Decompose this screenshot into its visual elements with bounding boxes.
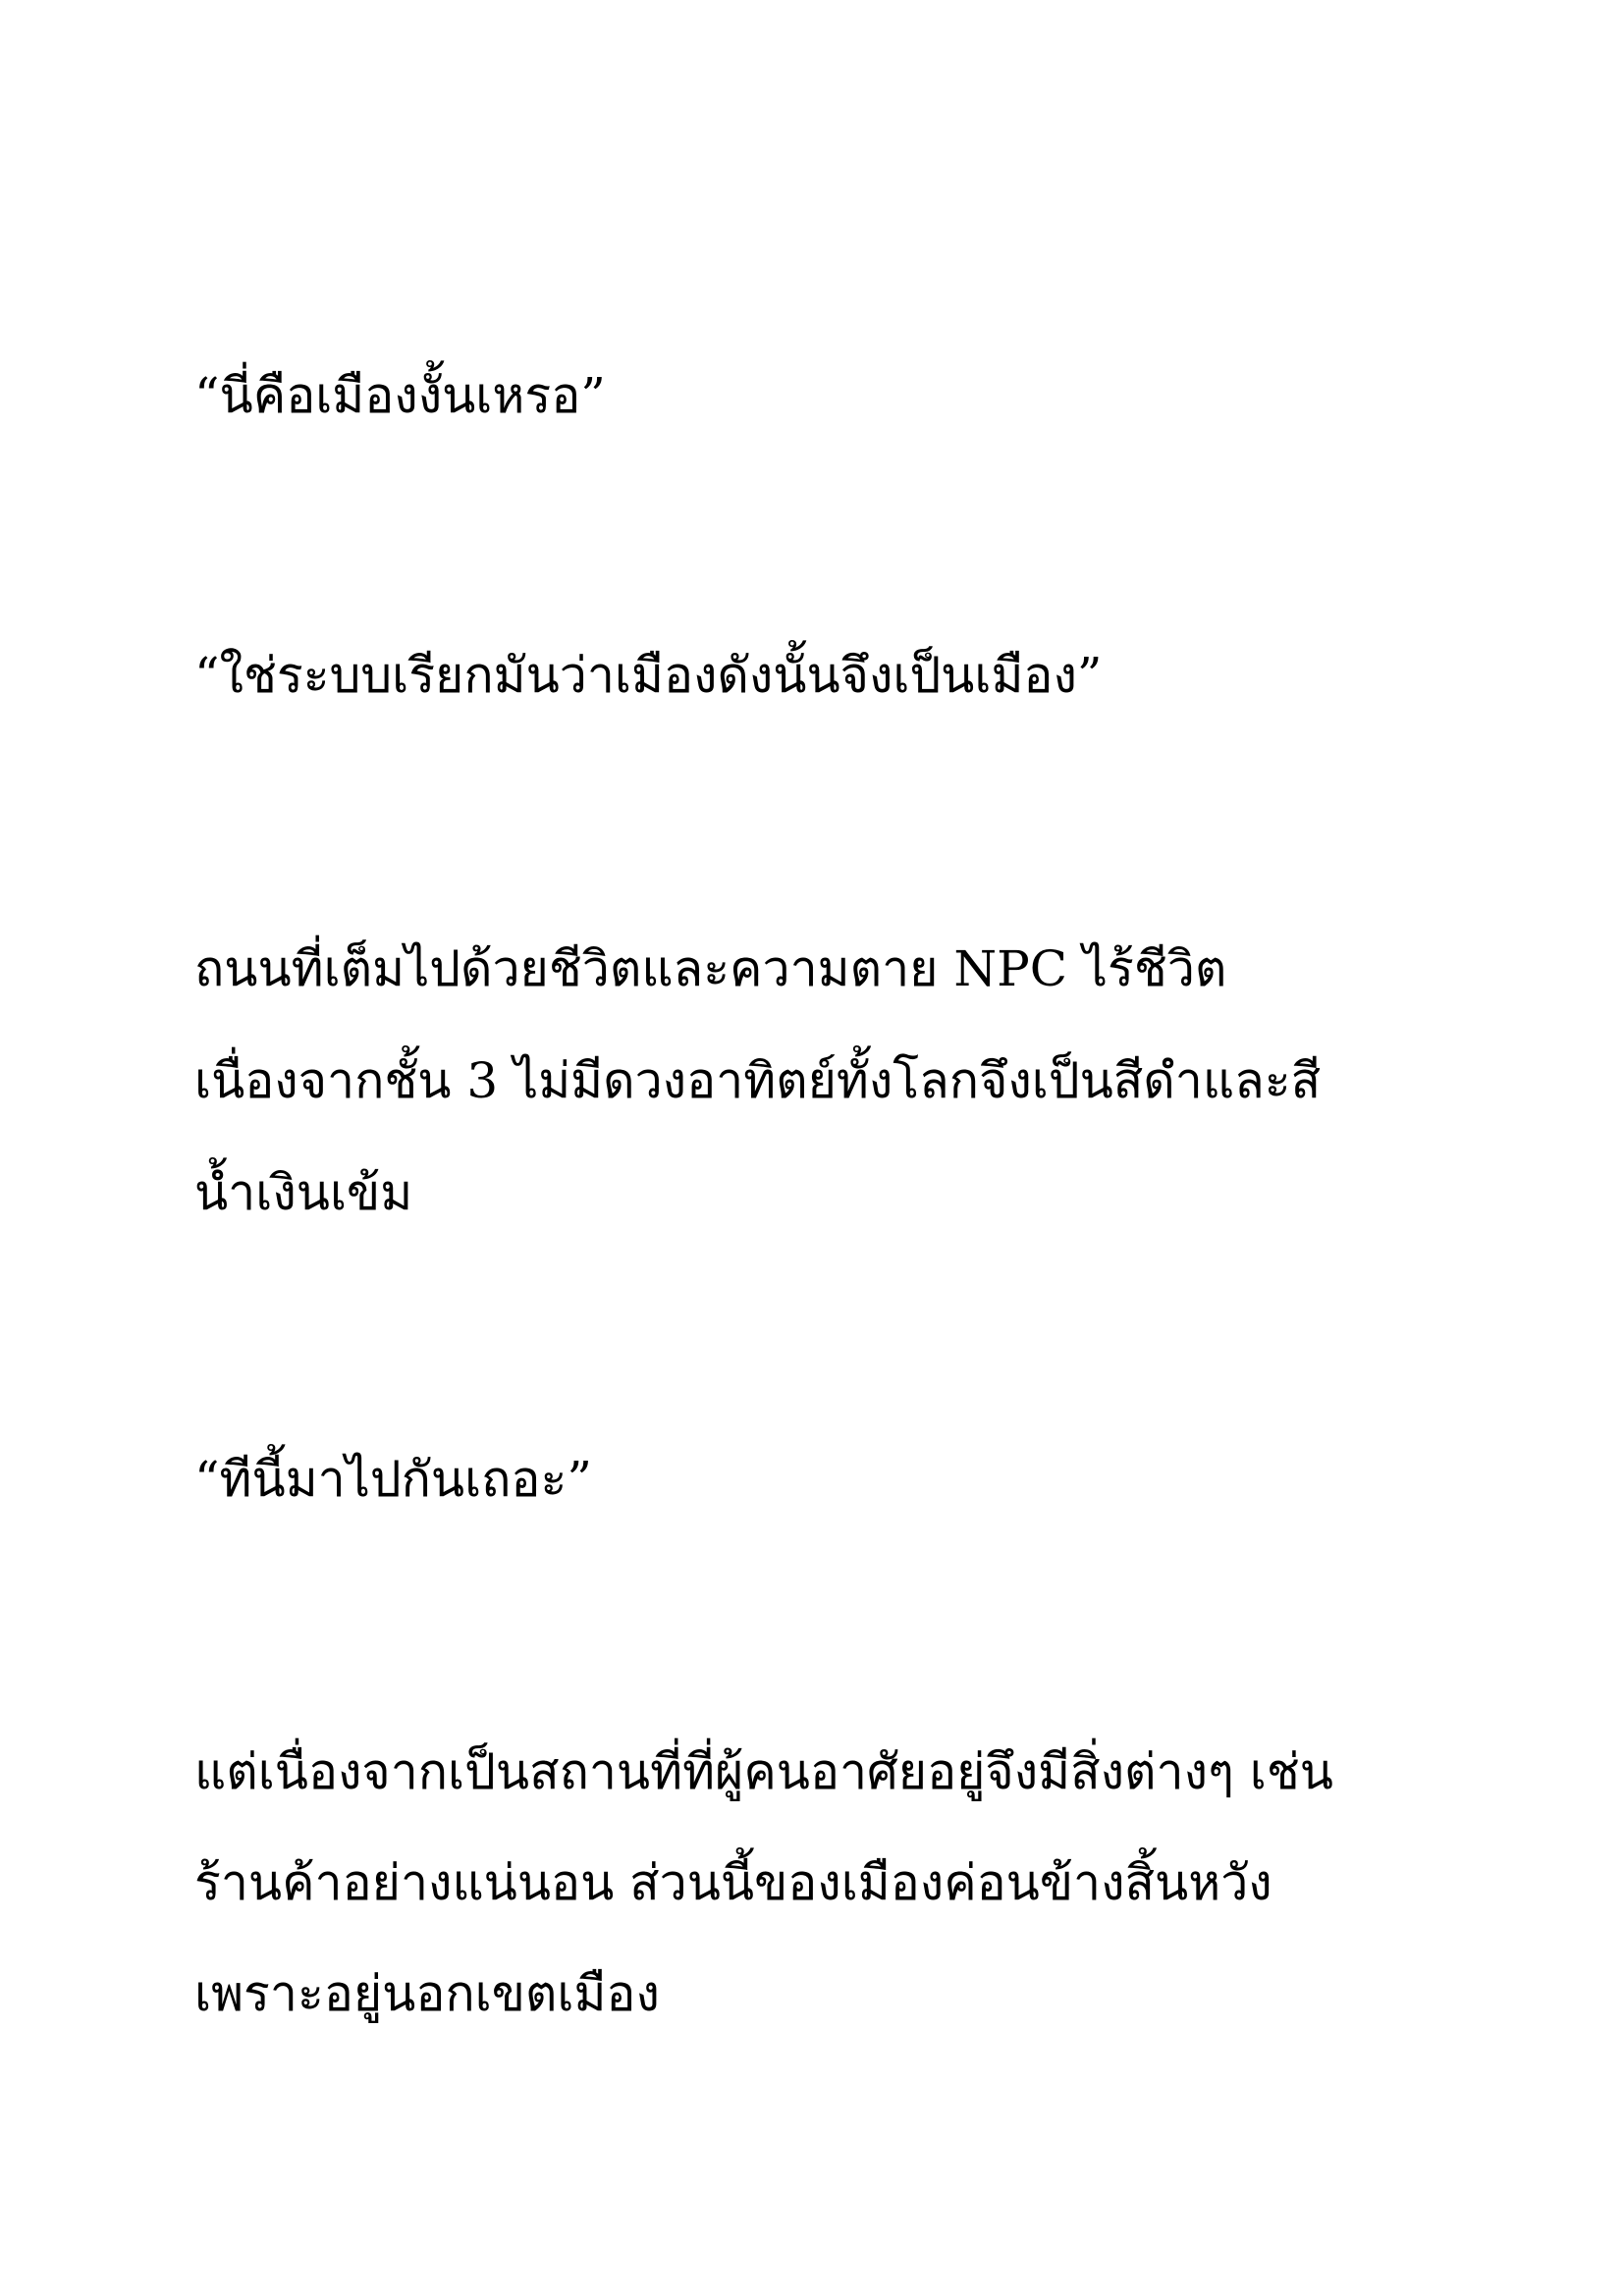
narration-line: เพราะอยู่นอกเขตเมือง: [194, 1965, 660, 2022]
narration-line: เนื่องจากชั้น 3 ไม่มีดวงอาทิตย์ทั้งโลกจึงเป็นสีดำและสี: [194, 1052, 1322, 1109]
narration-line: ร้านค้าอย่างแน่นอน ส่วนนี้ของเมืองค่อนข้างสิ้นหวัง: [194, 1854, 1272, 1911]
dialogue-line: “ใช่ระบบเรียกมันว่าเมืองดังนั้นจึงเป็นเมือง”: [194, 647, 1103, 704]
dialogue-line: “นี่คือเมืองงั้นเหรอ”: [194, 367, 606, 424]
narration-line: ถนนที่เต็มไปด้วยชีวิตและความตาย NPC ไร้ชีวิต: [194, 940, 1227, 997]
narration-line: น้ำเงินเข้ม: [194, 1164, 413, 1221]
dialogue-line: “ทีนี้มาไปกันเถอะ”: [194, 1451, 592, 1508]
narration-line: แต่เนื่องจากเป็นสถานที่ที่ผู้คนอาศัยอยู่จึงมีสิ่งต่างๆ เช่น: [194, 1743, 1333, 1800]
